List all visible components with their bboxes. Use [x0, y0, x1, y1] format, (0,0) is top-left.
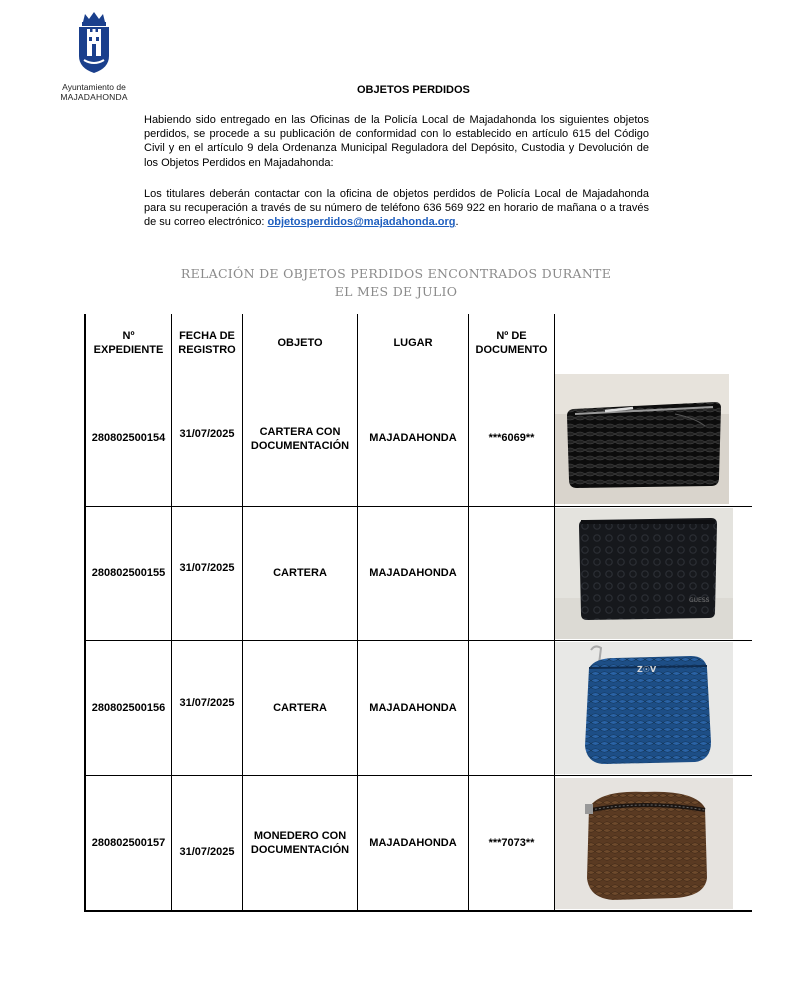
- row-3-photo-brand: Z☉V: [637, 665, 657, 674]
- black-guess-wallet-photo: [555, 508, 733, 639]
- row-2-photo-brand: GUESS: [689, 597, 710, 604]
- row-2-fecha: 31/07/2025: [179, 562, 235, 574]
- row-1-fecha: 31/07/2025: [179, 428, 235, 440]
- contact-paragraph: [144, 187, 649, 230]
- row-1-objeto: CARTERA CON DOCUMENTACIÓN: [250, 426, 350, 452]
- relacion-heading-line-2: EL MES DE JULIO: [334, 284, 458, 299]
- header-documento: Nº DE DOCUMENTO: [475, 330, 548, 356]
- municipal-logo: [55, 12, 133, 102]
- logo-line-1: Ayuntamiento de: [62, 82, 126, 92]
- row-1-lugar: MAJADAHONDA: [369, 432, 457, 444]
- row-1-photo: [555, 374, 729, 504]
- row-4-expediente: 280802500157: [91, 837, 166, 849]
- coat-of-arms-icon: [75, 12, 113, 74]
- row-3-lugar: MAJADAHONDA: [369, 702, 457, 714]
- row-2-expediente: 280802500155: [91, 567, 166, 579]
- row-4-objeto: MONEDERO CON DOCUMENTACIÓN: [250, 830, 350, 856]
- row-1-expediente: 280802500154: [91, 432, 166, 444]
- brown-coin-purse-photo: [555, 778, 733, 909]
- header-expediente: Nº EXPEDIENTE: [93, 330, 164, 356]
- row-2-photo: [555, 508, 733, 639]
- intro-paragraph: Habiendo sido entregado en las Oficinas de la Policía Local de Majadahonda los siguientes objetos perdidos, se procede a su publicación de conformidad con lo establecido en artículo 615 del Código Civil y en el artículo 9 dela Ordenanza Municipal Reguladora del Depósito, Custodia y Devolución de los Objetos Perdidos en Majadahonda:: [144, 114, 649, 169]
- row-1-documento: ***6069**: [488, 432, 535, 444]
- black-croc-wallet-photo: [555, 374, 729, 504]
- blue-snake-wallet-photo: [555, 642, 733, 774]
- row-3-photo: [555, 642, 733, 774]
- row-4-documento: ***7073**: [488, 837, 535, 849]
- logo-line-2: MAJADAHONDA: [60, 92, 128, 102]
- email-link[interactable]: objetosperdidos@majadahonda.org: [267, 216, 456, 229]
- row-4-photo: [555, 778, 733, 909]
- header-lugar: LUGAR: [393, 337, 433, 349]
- row-4-lugar: MAJADAHONDA: [369, 837, 457, 849]
- row-2-objeto: CARTERA: [273, 567, 327, 579]
- header-fecha: FECHA DE REGISTRO: [178, 330, 236, 356]
- row-3-fecha: 31/07/2025: [179, 697, 235, 709]
- row-4-fecha: 31/07/2025: [179, 846, 235, 858]
- header-objeto: OBJETO: [277, 337, 323, 349]
- row-2-lugar: MAJADAHONDA: [369, 567, 457, 579]
- contact-suffix: .: [455, 216, 459, 229]
- row-3-objeto: CARTERA: [273, 702, 327, 714]
- page-title: OBJETOS PERDIDOS: [357, 84, 470, 96]
- relacion-heading-line-1: RELACIÓN DE OBJETOS PERDIDOS ENCONTRADOS DURANTE: [180, 266, 612, 281]
- lost-objects-table: [84, 314, 752, 912]
- contact-text: Los titulares deberán contactar con la oficina de objetos perdidos de Policía Local de Majadahonda para su recuperación a través de su número de teléfono 636 569 922 en horario de mañana o a través de su correo electrónico:: [144, 188, 649, 229]
- row-3-expediente: 280802500156: [91, 702, 166, 714]
